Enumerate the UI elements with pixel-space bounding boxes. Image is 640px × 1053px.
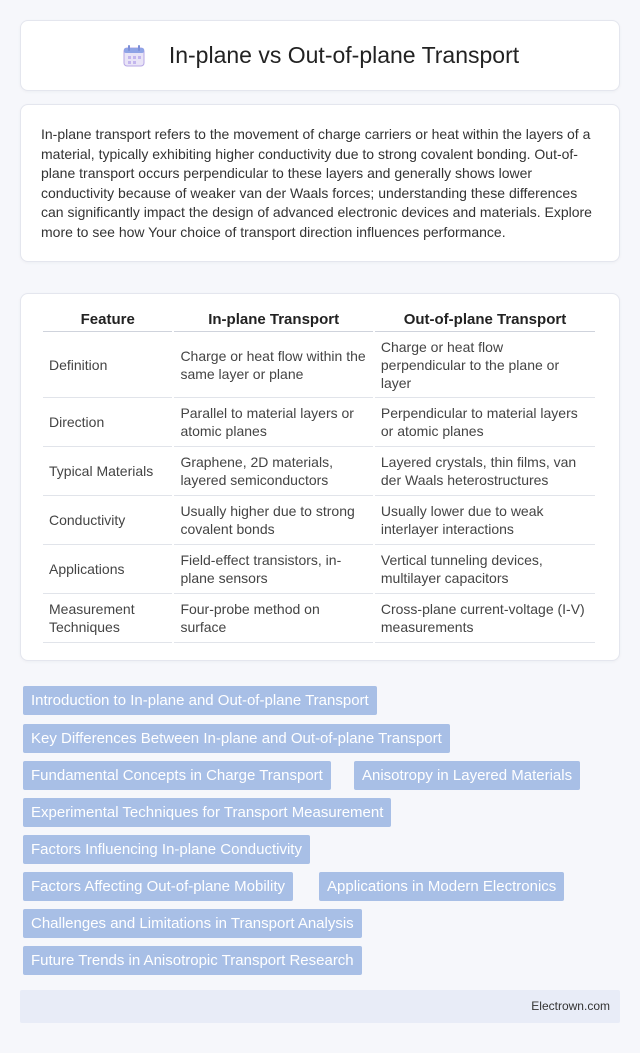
- table-cell: Vertical tunneling devices, multilayer capacitors: [375, 545, 595, 594]
- table-row: [43, 447, 595, 496]
- table-cell: Graphene, 2D materials, layered semiconductors: [174, 447, 372, 496]
- table-cell: Layered crystals, thin films, van der Waals heterostructures: [375, 447, 595, 496]
- table-header: Out-of-plane Transport: [375, 302, 595, 332]
- table-header: In-plane Transport: [174, 302, 372, 332]
- table-cell: Field-effect transistors, in-plane sensors: [174, 545, 372, 594]
- table-header-row: [43, 302, 595, 332]
- table-row: [43, 332, 595, 398]
- topic-link[interactable]: Key Differences Between In-plane and Out-of-plane Transport: [23, 724, 450, 753]
- table-cell: Definition: [43, 332, 172, 398]
- table-cell: Cross-plane current-voltage (I-V) measurements: [375, 594, 595, 643]
- comparison-table-card: [20, 293, 620, 661]
- topic-link[interactable]: Challenges and Limitations in Transport Analysis: [23, 909, 362, 938]
- topic-link[interactable]: Factors Affecting Out-of-plane Mobility: [23, 872, 293, 901]
- intro-card: [20, 104, 620, 262]
- table-cell: Typical Materials: [43, 447, 172, 496]
- table-cell: Four-probe method on surface: [174, 594, 372, 643]
- topic-link[interactable]: Experimental Techniques for Transport Measurement: [23, 798, 391, 827]
- table-cell: Applications: [43, 545, 172, 594]
- calendar-icon: [121, 43, 147, 69]
- table-cell: Conductivity: [43, 496, 172, 545]
- table-header: Feature: [43, 302, 172, 332]
- topic-link[interactable]: Applications in Modern Electronics: [319, 872, 564, 901]
- table-cell: Charge or heat flow within the same layer or plane: [174, 332, 372, 398]
- header-card: [20, 20, 620, 91]
- table-cell: Charge or heat flow perpendicular to the plane or layer: [375, 332, 595, 398]
- table-row: [43, 398, 595, 447]
- table-cell: Usually higher due to strong covalent bonds: [174, 496, 372, 545]
- topic-link[interactable]: Introduction to In-plane and Out-of-plane Transport: [23, 686, 377, 715]
- table-cell: Direction: [43, 398, 172, 447]
- table-row: [43, 496, 595, 545]
- table-cell: Perpendicular to material layers or atomic planes: [375, 398, 595, 447]
- topic-link[interactable]: Future Trends in Anisotropic Transport Research: [23, 946, 362, 975]
- table-cell: Measurement Techniques: [43, 594, 172, 643]
- topic-link[interactable]: Fundamental Concepts in Charge Transport: [23, 761, 331, 790]
- topic-link[interactable]: Anisotropy in Layered Materials: [354, 761, 580, 790]
- footer-site-name: Electrown.com: [531, 999, 610, 1013]
- page-title: In-plane vs Out-of-plane Transport: [168, 42, 520, 68]
- comparison-table: [41, 302, 597, 643]
- table-row: [43, 545, 595, 594]
- table-row: [43, 594, 595, 643]
- intro-paragraph: In-plane transport refers to the movement of charge carriers or heat within the layers of a material, typically exhibiting higher conductivity due to strong covalent bonding. Out-of-plane transport occurs perpendicular to these layers and generally shows lower conductivity because of weaker van der Waals forces; understanding these differences can significantly impact the design of advanced electronic devices and materials. Explore more to see how Your choice of transport direction influences performance.: [41, 126, 592, 240]
- footer: [20, 990, 620, 1023]
- table-cell: Parallel to material layers or atomic planes: [174, 398, 372, 447]
- topic-link[interactable]: Factors Influencing In-plane Conductivity: [23, 835, 310, 864]
- table-cell: Usually lower due to weak interlayer interactions: [375, 496, 595, 545]
